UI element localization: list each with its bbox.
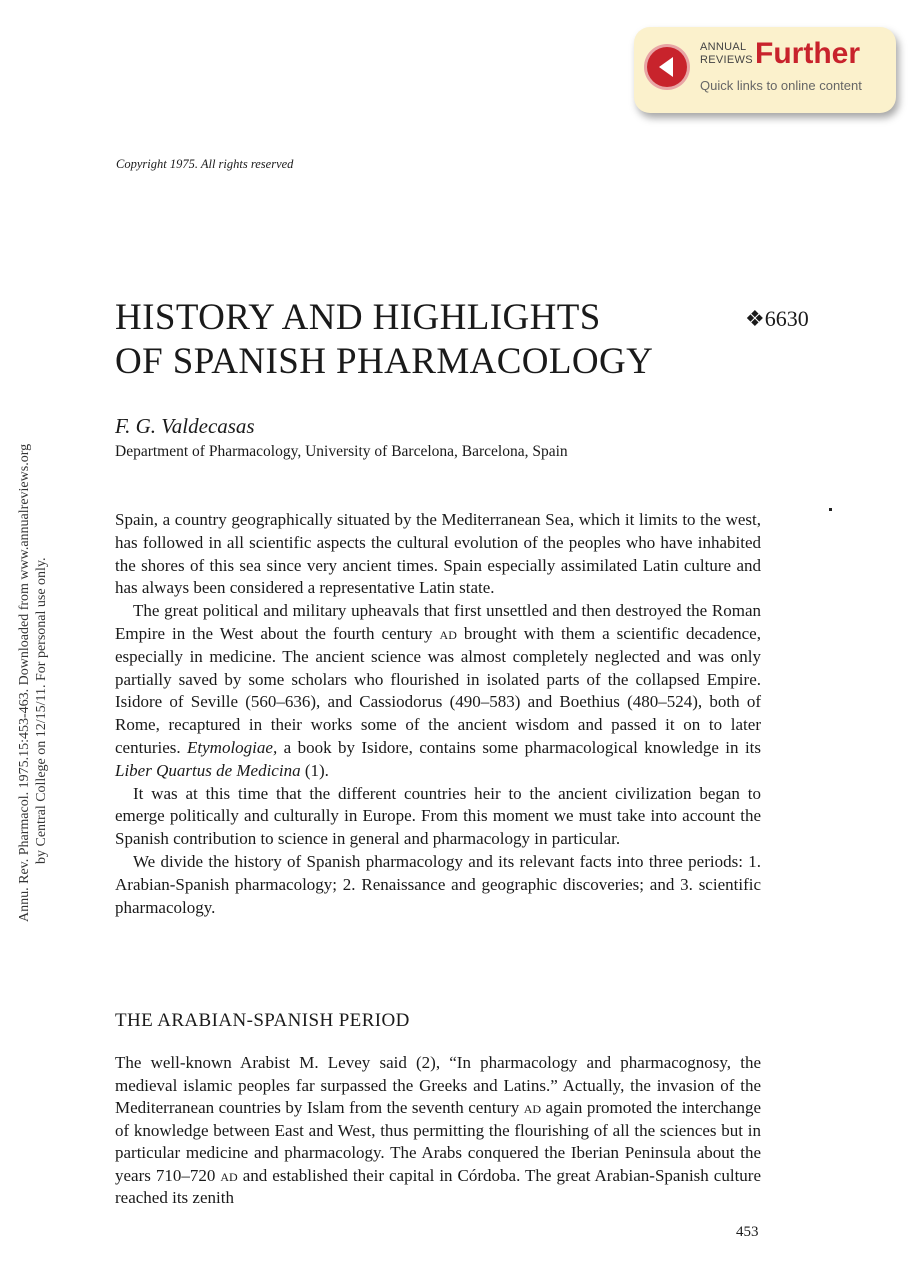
page-number: 453 [736,1224,759,1240]
book-title-liber: Liber Quartus de Medicina [115,760,301,780]
download-side-note [16,444,50,922]
title-line-1: HISTORY AND HIGHLIGHTS [115,297,601,338]
reference-number: ❖6630 [745,306,809,331]
title-line-2: OF SPANISH PHARMACOLOGY [115,341,654,382]
author-affiliation: Department of Pharmacology, University of Barcelona, Barcelona, Spain [115,443,568,460]
paragraph-3: It was at this time that the different countries heir to the ancient civilization began to emerge politically and culturally in Europe. From this moment we must take into account the Spanish contribution to science in general and pharmacology in particular. [115,783,761,849]
stray-mark [829,508,832,511]
paragraph-2: The great political and military upheavals that first unsettled and then destroyed the Roman Empire in the West about the fourth century ad brought with them a scientific decadence, especially in medicine. The ancient science was almost completely neglected and was only partially saved by some scholars who flourished in isolated parts of the collapsed Empire. Isidore of Seville (560–636), and Cassiodorus (490–583) and Boethius (480–524), both of Rome, recaptured in their works some of the ancient wisdom and passed it on to later centuries. Etymologiae, a book by Isidore, contains some pharmacological knowledge in its Liber Quartus de Medicina (1). [115,601,762,780]
author-name: F. G. Valdecasas [115,414,255,438]
paragraph-5: The well-known Arabist M. Levey said (2), “In pharmacology and pharmacognosy, the medieval islamic peoples far surpassed the Greeks and Latins.” Actually, the invasion of the Mediterranean countries by Islam from the seventh century ad again promoted the interchange of knowledge between East and West, thus permitting the flourishing of all the sciences but in particular medicine and pharmacology. The Arabs conquered the Iberian Peninsula about the years 710–720 ad and established their capital in Córdoba. The great Arabian-Spanish culture reached its zenith [115,1053,761,1207]
play-back-icon[interactable] [647,47,687,87]
paragraph-1: Spain, a country geographically situated by the Mediterranean Sea, which it limits to the west, has followed in all scientific aspects the cultural evolution of the peoples who have inhabited the shores of this sea since very ancient times. Spain especially assimilated Latin culture and has always been considered a representative Latin state. [115,510,761,598]
badge-annual-label: ANNUAL [700,41,747,53]
badge-quick-links-label[interactable]: Quick links to online content [700,78,862,93]
badge-further-label[interactable]: Further [755,37,860,70]
era-abbrev: ad [220,1165,238,1185]
book-title-etymologiae: Etymologiae, [187,737,278,757]
side-note-line-2: by Central College on 12/15/11. For personal use only. [34,557,49,864]
article-title [115,296,653,384]
era-abbrev: ad [439,623,457,643]
era-abbrev: ad [523,1098,542,1117]
further-reviews-badge[interactable] [634,27,896,113]
copyright-notice: Copyright 1975. All rights reserved [116,157,294,171]
section-body [115,1052,761,1210]
section-heading: THE ARABIAN-SPANISH PERIOD [115,1010,410,1031]
paragraph-4: We divide the history of Spanish pharmacology and its relevant facts into three periods: 1. Arabian-Spanish pharmacology; 2. Renaissance and geographic discoveries; and 3. scientific pharmacology. [115,851,761,917]
article-body [115,509,761,919]
badge-reviews-label: REVIEWS [700,54,753,66]
side-note-line-1: Annu. Rev. Pharmacol. 1975.15:453-463. Downloaded from www.annualreviews.org [17,443,32,922]
